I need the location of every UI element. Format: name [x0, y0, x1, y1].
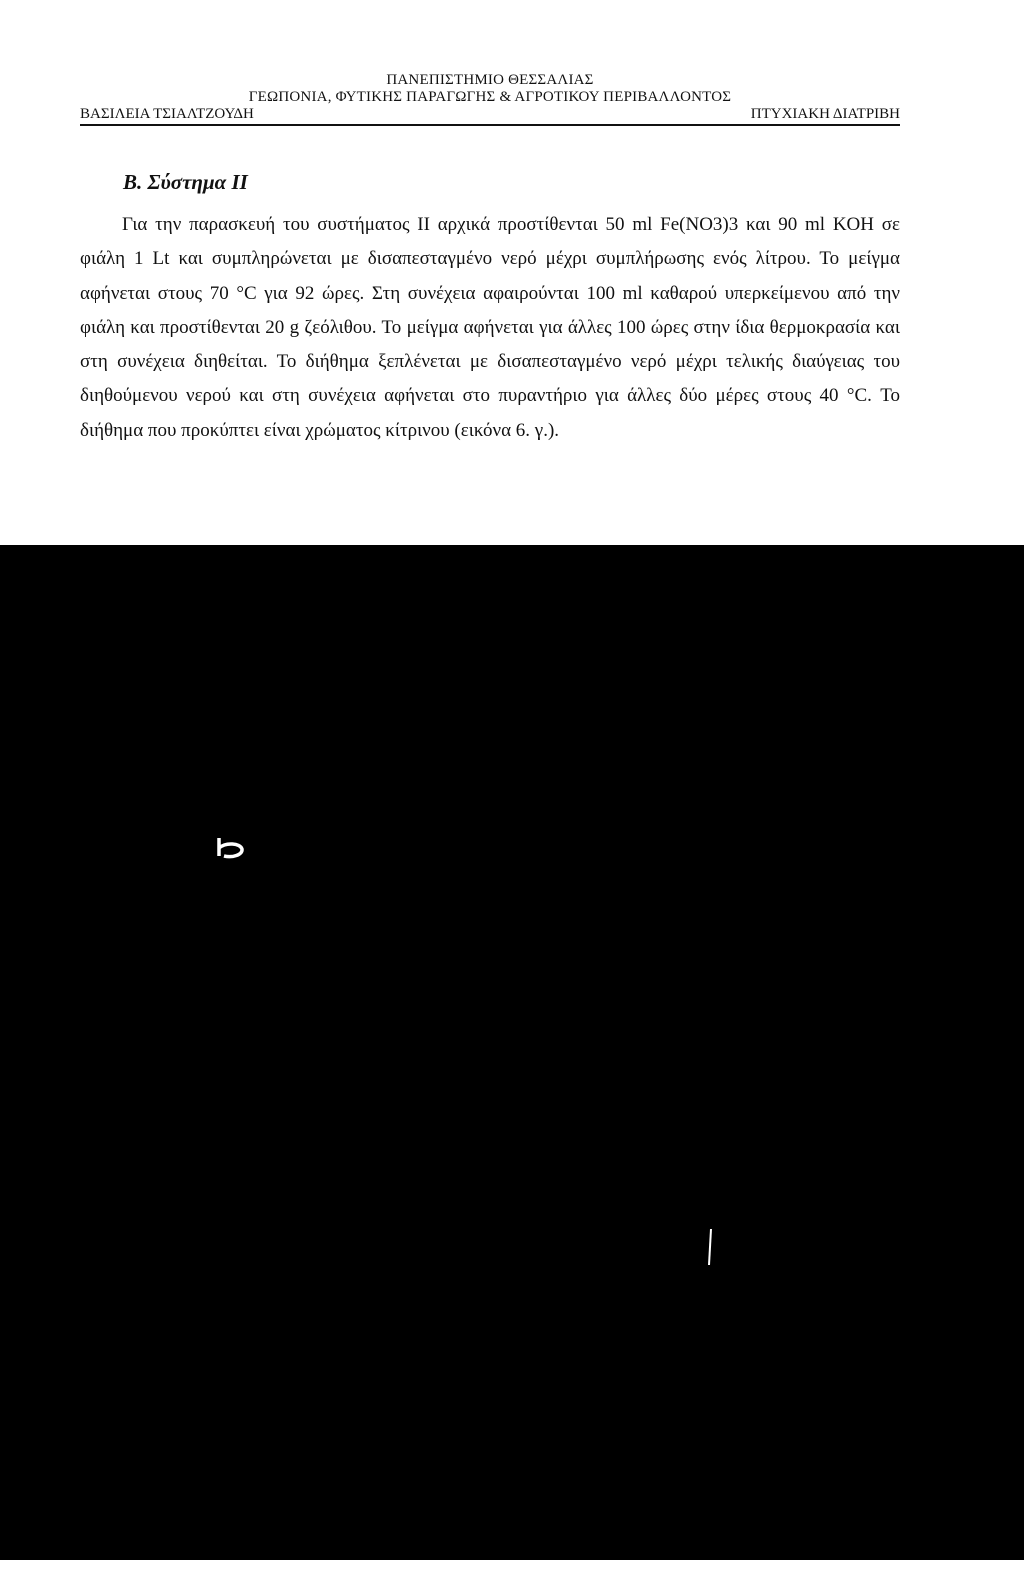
photo-panel	[0, 545, 1024, 1560]
figure-b-mark	[216, 836, 250, 860]
figure-c-mark	[706, 1228, 714, 1266]
header-rule	[80, 124, 900, 126]
page-header	[80, 72, 900, 123]
header-department: ΓΕΩΠΟΝΙΑ, ΦΥΤΙΚΗΣ ΠΑΡΑΓΩΓΗΣ & ΑΓΡΟΤΙΚΟΥ ΠΕΡΙΒΑΛΛΟΝΤΟΣ	[248, 89, 732, 105]
header-doc-type: ΠΤΥΧΙΑΚΗ ΔΙΑΤΡΙΒΗ	[750, 106, 900, 122]
header-row	[80, 106, 900, 123]
header-author: ΒΑΣΙΛΕΙΑ ΤΣΙΑΛΤΖΟΥΔΗ	[80, 106, 254, 122]
figure-caption-c: Εικόνα 6. γ. Σύστημα ΙΙ.	[378, 1319, 584, 1343]
page-number: - 75 -	[494, 1492, 530, 1509]
section-title: Β. Σύστημα ΙΙ	[123, 170, 248, 194]
body-paragraph: Για την παρασκευή του συστήματος ΙΙ αρχικά προστίθενται 50 ml Fe(NO3)3 και 90 ml KOH σε φιάλη 1 Lt και συμπληρώνεται με δισαπεσταγμένο νερό μέχρι συμπλήρωσης ενός λίτρου. Το μείγμα αφήνεται στους 70 °C για 92 ώρες. Στη συνέχεια αφαιρούνται 100 ml καθαρού υπερκείμενου από την φιάλη και προστίθενται 20 g ζεόλιθου. Το μείγμα αφήνεται για άλλες 100 ώρες στην ίδια θερμοκρασία και στη συνέχεια διηθείται. Το διήθημα ξεπλένεται με δισαπεσταγμένο νερό μέχρι τελικής διαύγειας του διηθούμενου νερού και στη συνέχεια αφήνεται στο πυραντήριο για άλλες δύο μέρες στους 40 °C. Το διήθημα που προκύπτει είναι χρώματος κίτρινου (εικόνα 6. γ.).	[80, 214, 900, 441]
header-institution: ΠΑΝΕΠΙΣΤΗΜΙΟ ΘΕΣΣΑΛΙΑΣ	[386, 72, 594, 88]
figure-caption-b: Εικόνα 6. β. Σύστημα Ι.	[391, 899, 573, 920]
